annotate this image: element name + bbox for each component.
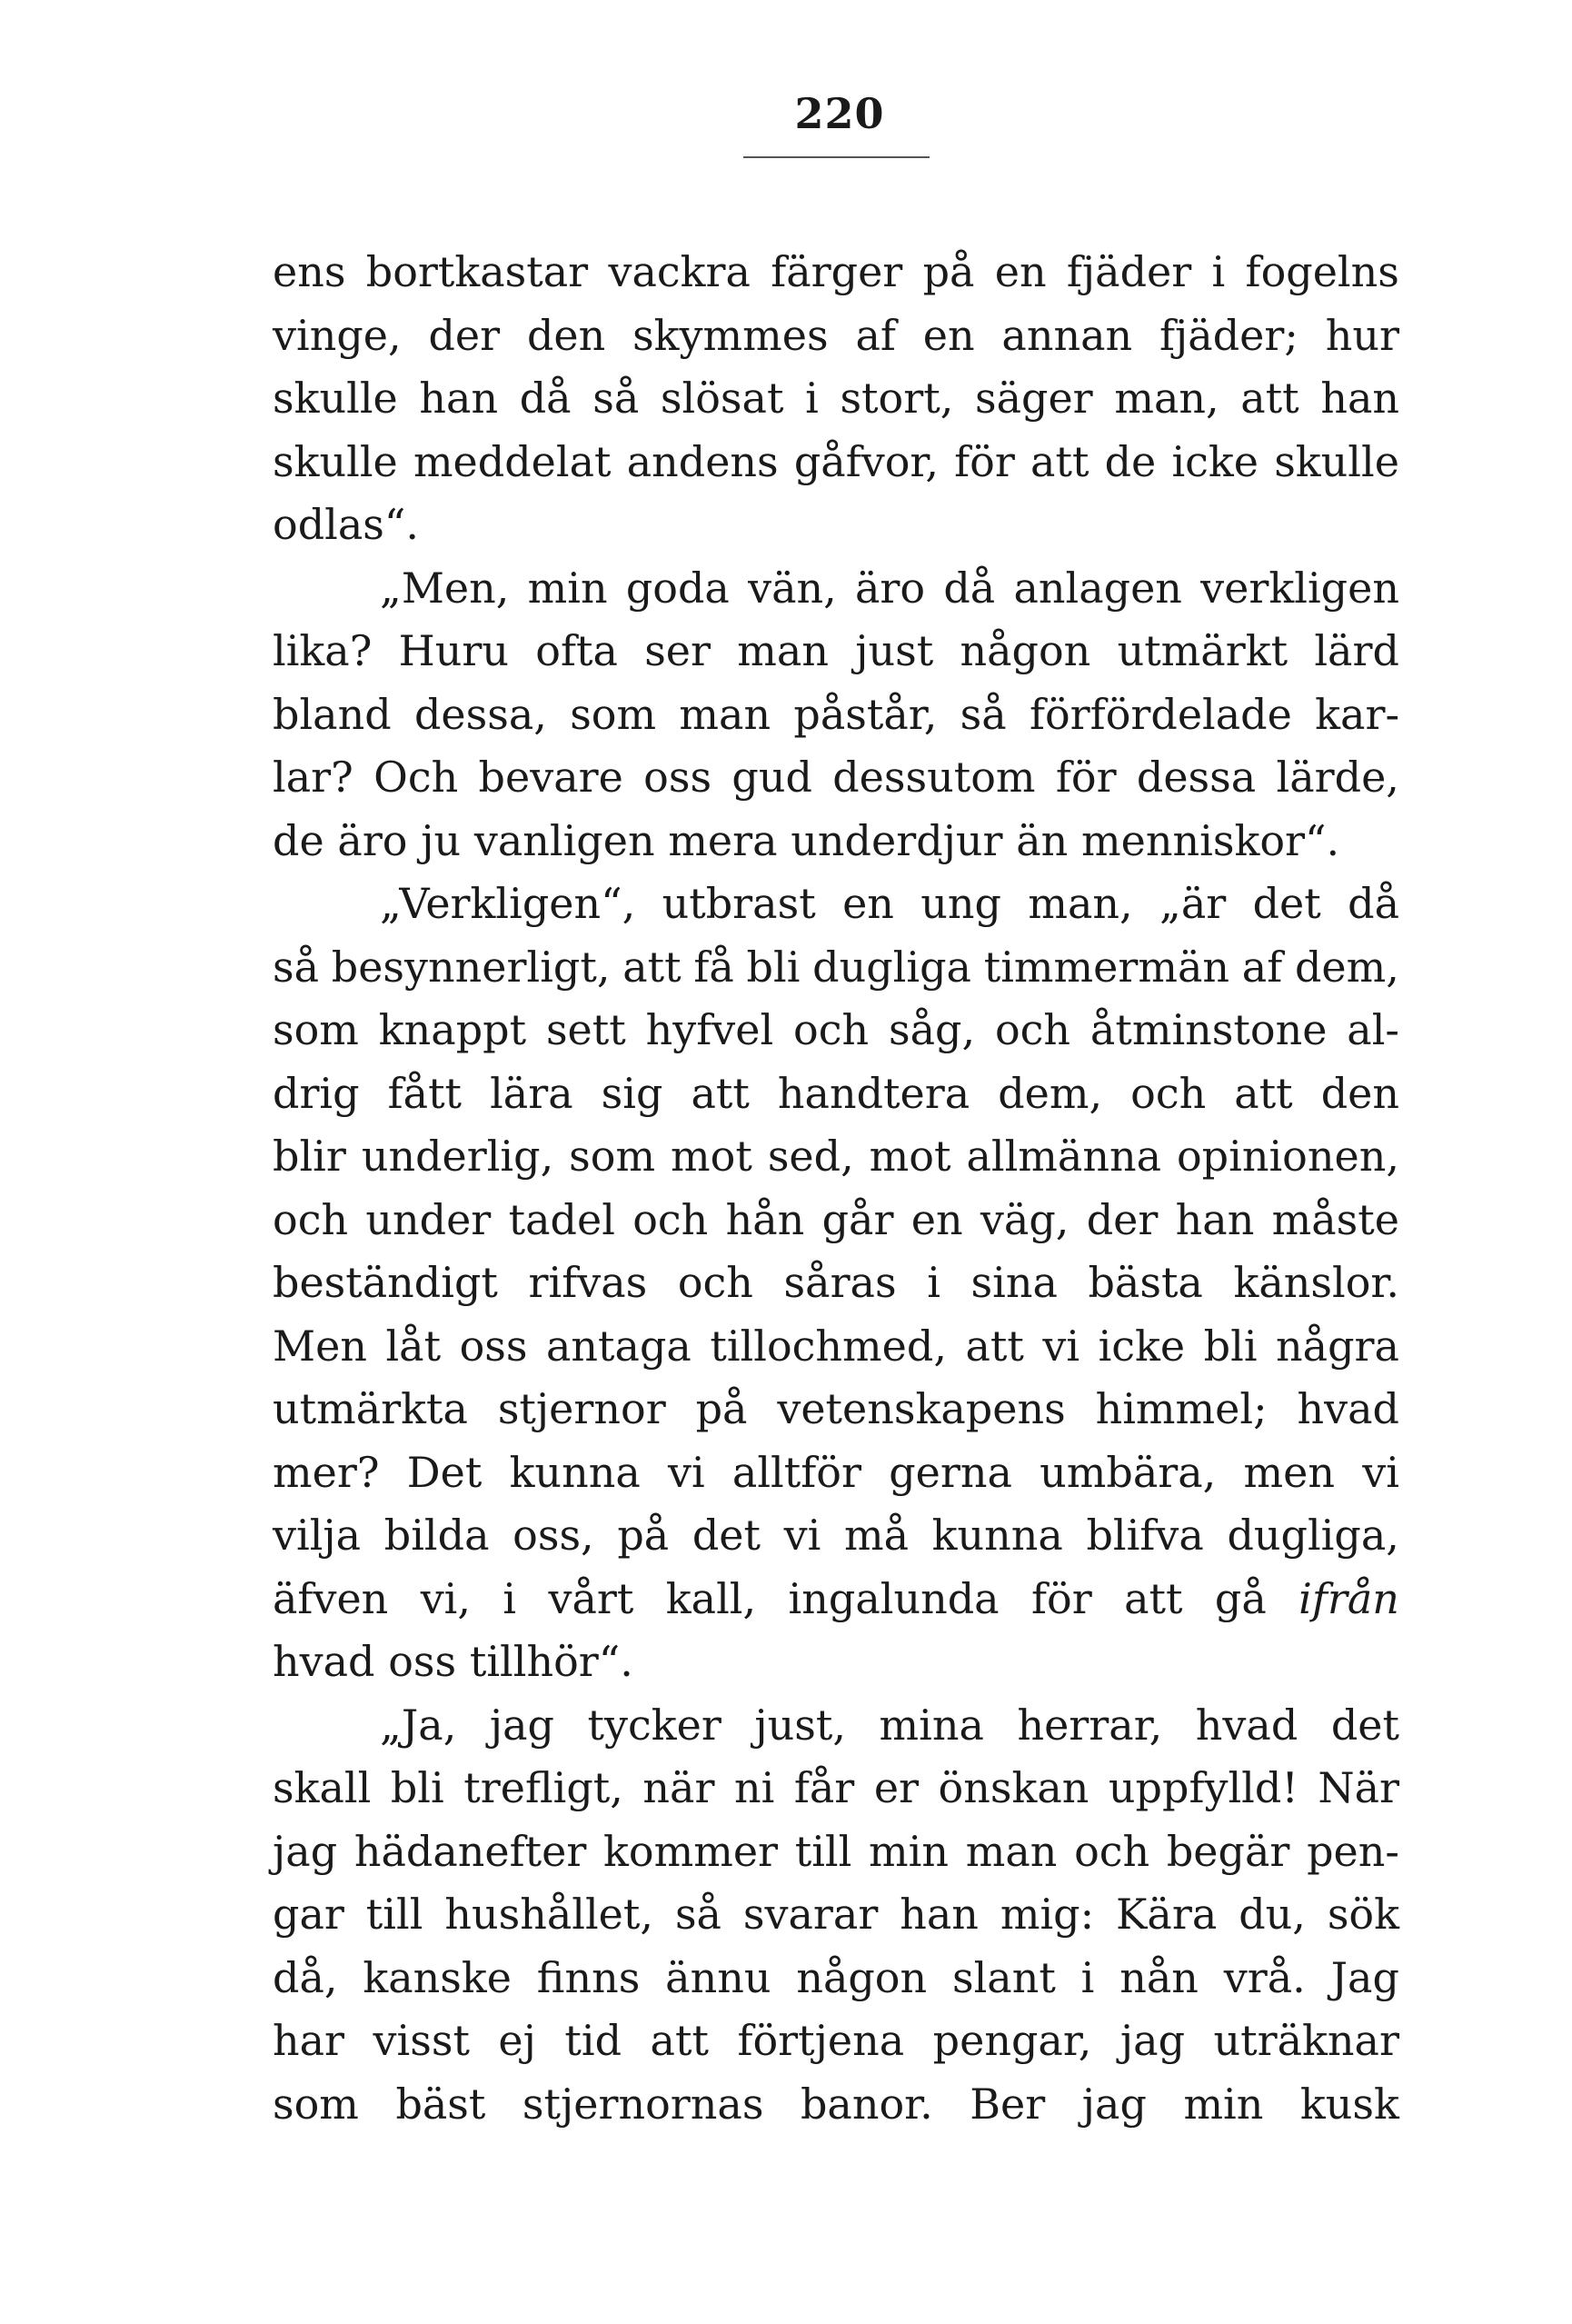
word: pen- <box>1307 1826 1399 1876</box>
word: och <box>677 1258 753 1307</box>
word: då, <box>273 1952 338 2002</box>
word: sina <box>970 1258 1058 1307</box>
word: man, <box>1028 879 1133 928</box>
word: det <box>1330 1700 1399 1750</box>
word: ofta <box>535 626 618 675</box>
word: er <box>873 1763 920 1812</box>
word: bli <box>746 942 801 992</box>
word: färger <box>771 247 903 296</box>
word: min <box>869 1826 950 1876</box>
word: man, <box>1114 374 1219 423</box>
word: anlagen <box>1013 563 1182 613</box>
word: och <box>1074 1826 1150 1876</box>
word: på <box>695 1384 748 1433</box>
word: förfördelade <box>1029 689 1292 739</box>
word: mina <box>879 1700 984 1750</box>
word: lära <box>490 1068 573 1118</box>
word: ser <box>644 626 711 675</box>
word: bli <box>1203 1321 1258 1371</box>
word: så <box>674 1890 721 1939</box>
word: knappt <box>378 1005 527 1054</box>
word: meddelat <box>413 436 612 486</box>
word: nån <box>1119 1952 1199 2002</box>
word: dem, <box>998 1068 1103 1118</box>
text-line <box>273 1883 1399 1947</box>
word: i <box>1080 1952 1095 2002</box>
word: jag <box>1081 2079 1147 2129</box>
word: att <box>1240 374 1299 423</box>
text-line <box>273 1694 1399 1758</box>
word: vi <box>667 1447 705 1497</box>
word: och <box>632 1194 709 1244</box>
word: som <box>273 2079 359 2129</box>
word: mera <box>668 815 778 865</box>
word: „Verkligen“, <box>380 879 636 928</box>
word: att <box>1124 1573 1183 1623</box>
word: då <box>1348 879 1399 928</box>
word: så <box>273 942 320 992</box>
word: alltför <box>731 1447 861 1497</box>
word: sig <box>601 1068 663 1118</box>
text-line <box>273 1631 1399 1694</box>
word: låt <box>385 1321 442 1371</box>
text-line <box>273 1441 1399 1505</box>
word: vinge, <box>273 310 402 360</box>
word: vi <box>1362 1447 1399 1497</box>
word: dessutom <box>832 753 1036 802</box>
word: skulle <box>273 374 398 423</box>
word: som <box>569 1132 656 1181</box>
word: verkligen <box>1200 563 1399 613</box>
word: för <box>1055 753 1117 802</box>
word: någon <box>960 626 1091 675</box>
word: Huru <box>398 626 510 675</box>
word: beständigt <box>273 1258 498 1307</box>
word: mot <box>869 1132 951 1181</box>
word: al- <box>1347 1005 1399 1054</box>
word: att <box>965 1321 1024 1371</box>
word: „är <box>1159 879 1227 928</box>
word: der <box>428 310 501 360</box>
word: blir <box>273 1132 346 1181</box>
word: du, <box>1239 1890 1306 1939</box>
word: ni <box>733 1763 775 1812</box>
word: dessa, <box>413 689 547 739</box>
word: när <box>642 1763 715 1812</box>
word: såras <box>783 1258 897 1307</box>
word: han <box>1175 1194 1255 1244</box>
word: banor. <box>800 2079 933 2129</box>
word: de <box>273 815 324 865</box>
word: tycker <box>587 1700 721 1750</box>
word: till <box>794 1826 852 1876</box>
text-line <box>273 873 1399 936</box>
word: och <box>273 1194 349 1244</box>
word: bäst <box>395 2079 486 2129</box>
word: af <box>855 310 896 360</box>
word: himmel; <box>1095 1384 1268 1433</box>
word: har <box>273 2016 345 2065</box>
word: min <box>527 563 608 613</box>
word: icke <box>1098 1321 1186 1371</box>
word: det <box>1252 879 1321 928</box>
word: det <box>691 1511 761 1560</box>
word: äfven <box>273 1573 389 1623</box>
word: lar? <box>273 753 353 802</box>
word: kusk <box>1299 2079 1399 2129</box>
word: kunna <box>931 1511 1063 1560</box>
text-line <box>273 1568 1399 1631</box>
word: ej <box>498 2016 536 2065</box>
word: icke <box>1171 436 1259 486</box>
word: goda <box>625 563 730 613</box>
word: och <box>793 1005 870 1054</box>
word: utmärkta <box>273 1384 468 1433</box>
word: oss <box>643 753 712 802</box>
word: andens <box>626 436 779 486</box>
text-line <box>273 936 1399 1000</box>
word: rifvas <box>528 1258 648 1307</box>
word: att <box>1234 1068 1293 1118</box>
text-line <box>273 241 1399 304</box>
word: en <box>842 879 894 928</box>
word: för <box>1030 1573 1092 1623</box>
word: hvad <box>273 1637 375 1686</box>
text-line <box>273 1315 1399 1379</box>
word: allmänna <box>966 1132 1162 1181</box>
word: kanske <box>363 1952 512 2002</box>
word: underlig, <box>361 1132 554 1181</box>
word: man <box>737 626 829 675</box>
word: bästa <box>1088 1258 1203 1307</box>
text-line <box>273 1062 1399 1126</box>
word: När <box>1318 1763 1399 1812</box>
word: till <box>365 1890 423 1939</box>
word: de <box>1104 436 1157 486</box>
word: kar- <box>1315 689 1399 739</box>
text-line <box>273 620 1399 683</box>
word: hyfvel <box>645 1005 774 1054</box>
word: i <box>1211 247 1226 296</box>
word: men <box>1243 1447 1336 1497</box>
word: ifrån <box>1298 1573 1399 1623</box>
word: som <box>273 1005 359 1054</box>
word: finns <box>536 1952 641 2002</box>
word: tadel <box>508 1194 615 1244</box>
word: „Ja, <box>380 1700 457 1750</box>
word: kall, <box>665 1573 757 1623</box>
word: visst <box>373 2016 470 2065</box>
word: att <box>691 1068 750 1118</box>
text-line <box>273 1820 1399 1884</box>
word: af <box>1241 942 1283 992</box>
word: kommer <box>603 1826 779 1876</box>
word: drig <box>273 1068 360 1118</box>
word: få <box>693 942 734 992</box>
word: gå <box>1214 1573 1267 1623</box>
word: får <box>793 1763 855 1812</box>
word: opinionen, <box>1176 1132 1399 1181</box>
word: vi <box>783 1511 821 1560</box>
word: Det <box>406 1447 483 1497</box>
text-line <box>273 557 1399 621</box>
word: antaga <box>546 1321 691 1371</box>
text-line <box>273 1125 1399 1189</box>
word: vårt <box>548 1573 634 1623</box>
word: han <box>900 1890 979 1939</box>
text-line <box>273 999 1399 1062</box>
word: bli <box>390 1763 444 1812</box>
text-line <box>273 1757 1399 1820</box>
word: vi, <box>420 1573 472 1623</box>
word: att <box>622 942 682 992</box>
word: dessa <box>1136 753 1257 802</box>
word: vän, <box>748 563 837 613</box>
word: gar <box>273 1890 344 1939</box>
word: begär <box>1166 1826 1290 1876</box>
word: skulle <box>1274 436 1399 486</box>
word: åtminstone <box>1089 1005 1328 1054</box>
word: oss <box>388 1637 457 1686</box>
word: lika? <box>273 626 373 675</box>
word: gåfvor, <box>793 436 939 486</box>
text-line <box>273 1947 1399 2010</box>
word: herrar, <box>1017 1700 1163 1750</box>
word: timmermän <box>983 942 1230 992</box>
word: han <box>1320 374 1399 423</box>
word: vi <box>1042 1321 1080 1371</box>
word: hädanefter <box>353 1826 587 1876</box>
word: någon <box>796 1952 928 2002</box>
word: fjäder; <box>1159 310 1298 360</box>
word: att <box>650 2016 709 2065</box>
text-line <box>273 1504 1399 1568</box>
word: hvad <box>1195 1700 1298 1750</box>
word: slösat <box>660 374 784 423</box>
word: förtjena <box>737 2016 905 2065</box>
word: ingalunda <box>788 1573 1000 1623</box>
word: menniskor“. <box>1081 815 1340 865</box>
word: handtera <box>777 1068 970 1118</box>
word: bland <box>273 689 392 739</box>
word: under <box>365 1194 492 1244</box>
word: vackra <box>608 247 751 296</box>
word: hvad <box>1297 1384 1399 1433</box>
word: skall <box>273 1763 372 1812</box>
word: så <box>592 374 640 423</box>
text-line <box>273 1378 1399 1441</box>
text-line <box>273 2010 1399 2073</box>
word: en <box>910 1194 963 1244</box>
word: och <box>994 1005 1071 1054</box>
text-line <box>273 494 1399 557</box>
word: några <box>1276 1321 1399 1371</box>
word: stjernornas <box>522 2079 764 2129</box>
word: så <box>960 689 1007 739</box>
word: sett <box>545 1005 626 1054</box>
word: än <box>1016 815 1069 865</box>
word: vanligen <box>473 815 655 865</box>
word: dugliga, <box>1227 1511 1399 1560</box>
word: skymmes <box>632 310 829 360</box>
word: man <box>965 1826 1058 1876</box>
word: gud <box>731 753 812 802</box>
word: den <box>526 310 606 360</box>
word: ens <box>273 247 346 296</box>
word: hur <box>1325 310 1399 360</box>
word: skulle <box>273 436 398 486</box>
word: vilja <box>273 1511 362 1560</box>
word: går <box>821 1194 894 1244</box>
word: uppfylld! <box>1108 1763 1298 1812</box>
text-line <box>273 810 1399 873</box>
word: väg, <box>980 1194 1070 1244</box>
word: hån <box>725 1194 805 1244</box>
word: mot <box>671 1132 752 1181</box>
word: och <box>1130 1068 1207 1118</box>
header-rule <box>743 156 930 158</box>
word: tillochmed, <box>710 1321 947 1371</box>
text-line <box>273 2073 1399 2137</box>
word: dem, <box>1294 942 1399 992</box>
word: må <box>843 1511 910 1560</box>
word: vetenskapens <box>777 1384 1066 1433</box>
word: man <box>679 689 771 739</box>
word: han <box>419 374 499 423</box>
text-line <box>273 1189 1399 1252</box>
word: Ber <box>970 2079 1046 2129</box>
word: den <box>1320 1068 1399 1118</box>
word: stjernor <box>497 1384 666 1433</box>
word: Men <box>273 1321 367 1371</box>
word: min <box>1183 2079 1264 2129</box>
word: annan <box>1001 310 1133 360</box>
word: uträknar <box>1213 2016 1399 2065</box>
word: i <box>805 374 819 423</box>
text-line <box>273 304 1399 368</box>
word: jag <box>273 1826 338 1876</box>
word: bevare <box>478 753 623 802</box>
text-line <box>273 746 1399 810</box>
word: besynnerligt, <box>331 942 611 992</box>
word: odlas“. <box>273 500 420 549</box>
word: mig: <box>1000 1890 1095 1939</box>
word: kunna <box>509 1447 641 1497</box>
word: lärd <box>1314 626 1399 675</box>
text-line <box>273 367 1399 431</box>
word: svarar <box>742 1890 879 1939</box>
word: mer? <box>273 1447 380 1497</box>
word: att <box>1030 436 1089 486</box>
word: som <box>570 689 657 739</box>
word: då <box>943 563 996 613</box>
word: Och <box>373 753 459 802</box>
text-line <box>273 683 1399 747</box>
word: ännu <box>665 1952 771 2002</box>
word: fått <box>387 1068 463 1118</box>
word: säger <box>974 374 1093 423</box>
word: oss <box>459 1321 528 1371</box>
word: äro <box>337 815 408 865</box>
word: jag <box>1119 2016 1186 2065</box>
word: oss, <box>512 1511 594 1560</box>
body-text <box>273 241 1399 2136</box>
word: slant <box>951 1952 1056 2002</box>
word: utmärkt <box>1117 626 1288 675</box>
word: gerna <box>889 1447 1012 1497</box>
word: bortkastar <box>365 247 589 296</box>
word: umbära, <box>1040 1447 1217 1497</box>
word: för <box>954 436 1015 486</box>
word: just <box>855 626 934 675</box>
word: påstår, <box>793 689 938 739</box>
word: stort, <box>840 374 954 423</box>
word: lärde, <box>1276 753 1399 802</box>
word: i <box>927 1258 940 1307</box>
page-number: 220 <box>794 89 885 138</box>
word: en <box>922 310 975 360</box>
word: sök <box>1327 1890 1399 1939</box>
word: blifva <box>1086 1511 1204 1560</box>
word: bilda <box>383 1511 490 1560</box>
text-line <box>273 1252 1399 1315</box>
word: en <box>994 247 1047 296</box>
word: Kära <box>1116 1890 1218 1939</box>
word: pengar, <box>932 2016 1092 2065</box>
word: äro <box>855 563 926 613</box>
word: Jag <box>1330 1952 1399 2002</box>
word: sed, <box>767 1132 854 1181</box>
word: såg, <box>889 1005 976 1054</box>
word: just, <box>754 1700 846 1750</box>
word: fjäder <box>1066 247 1192 296</box>
word: trefligt, <box>463 1763 623 1812</box>
word: vrå. <box>1223 1952 1306 2002</box>
word: hushållet, <box>444 1890 654 1939</box>
word: tillhör“. <box>469 1637 633 1686</box>
word: känslor. <box>1233 1258 1399 1307</box>
word: dugliga <box>812 942 971 992</box>
word: utbrast <box>662 879 816 928</box>
word: ung <box>920 879 1001 928</box>
word: på <box>922 247 975 296</box>
word: fogelns <box>1245 247 1399 296</box>
word: ju <box>421 815 462 865</box>
word: tid <box>564 2016 622 2065</box>
word: önskan <box>938 1763 1089 1812</box>
word: „Men, <box>380 563 510 613</box>
word: då <box>519 374 572 423</box>
word: måste <box>1271 1194 1399 1244</box>
text-line <box>273 431 1399 494</box>
word: i <box>502 1573 517 1623</box>
word: underdjur <box>791 815 1003 865</box>
word: jag <box>489 1700 554 1750</box>
word: på <box>617 1511 670 1560</box>
word: der <box>1086 1194 1159 1244</box>
